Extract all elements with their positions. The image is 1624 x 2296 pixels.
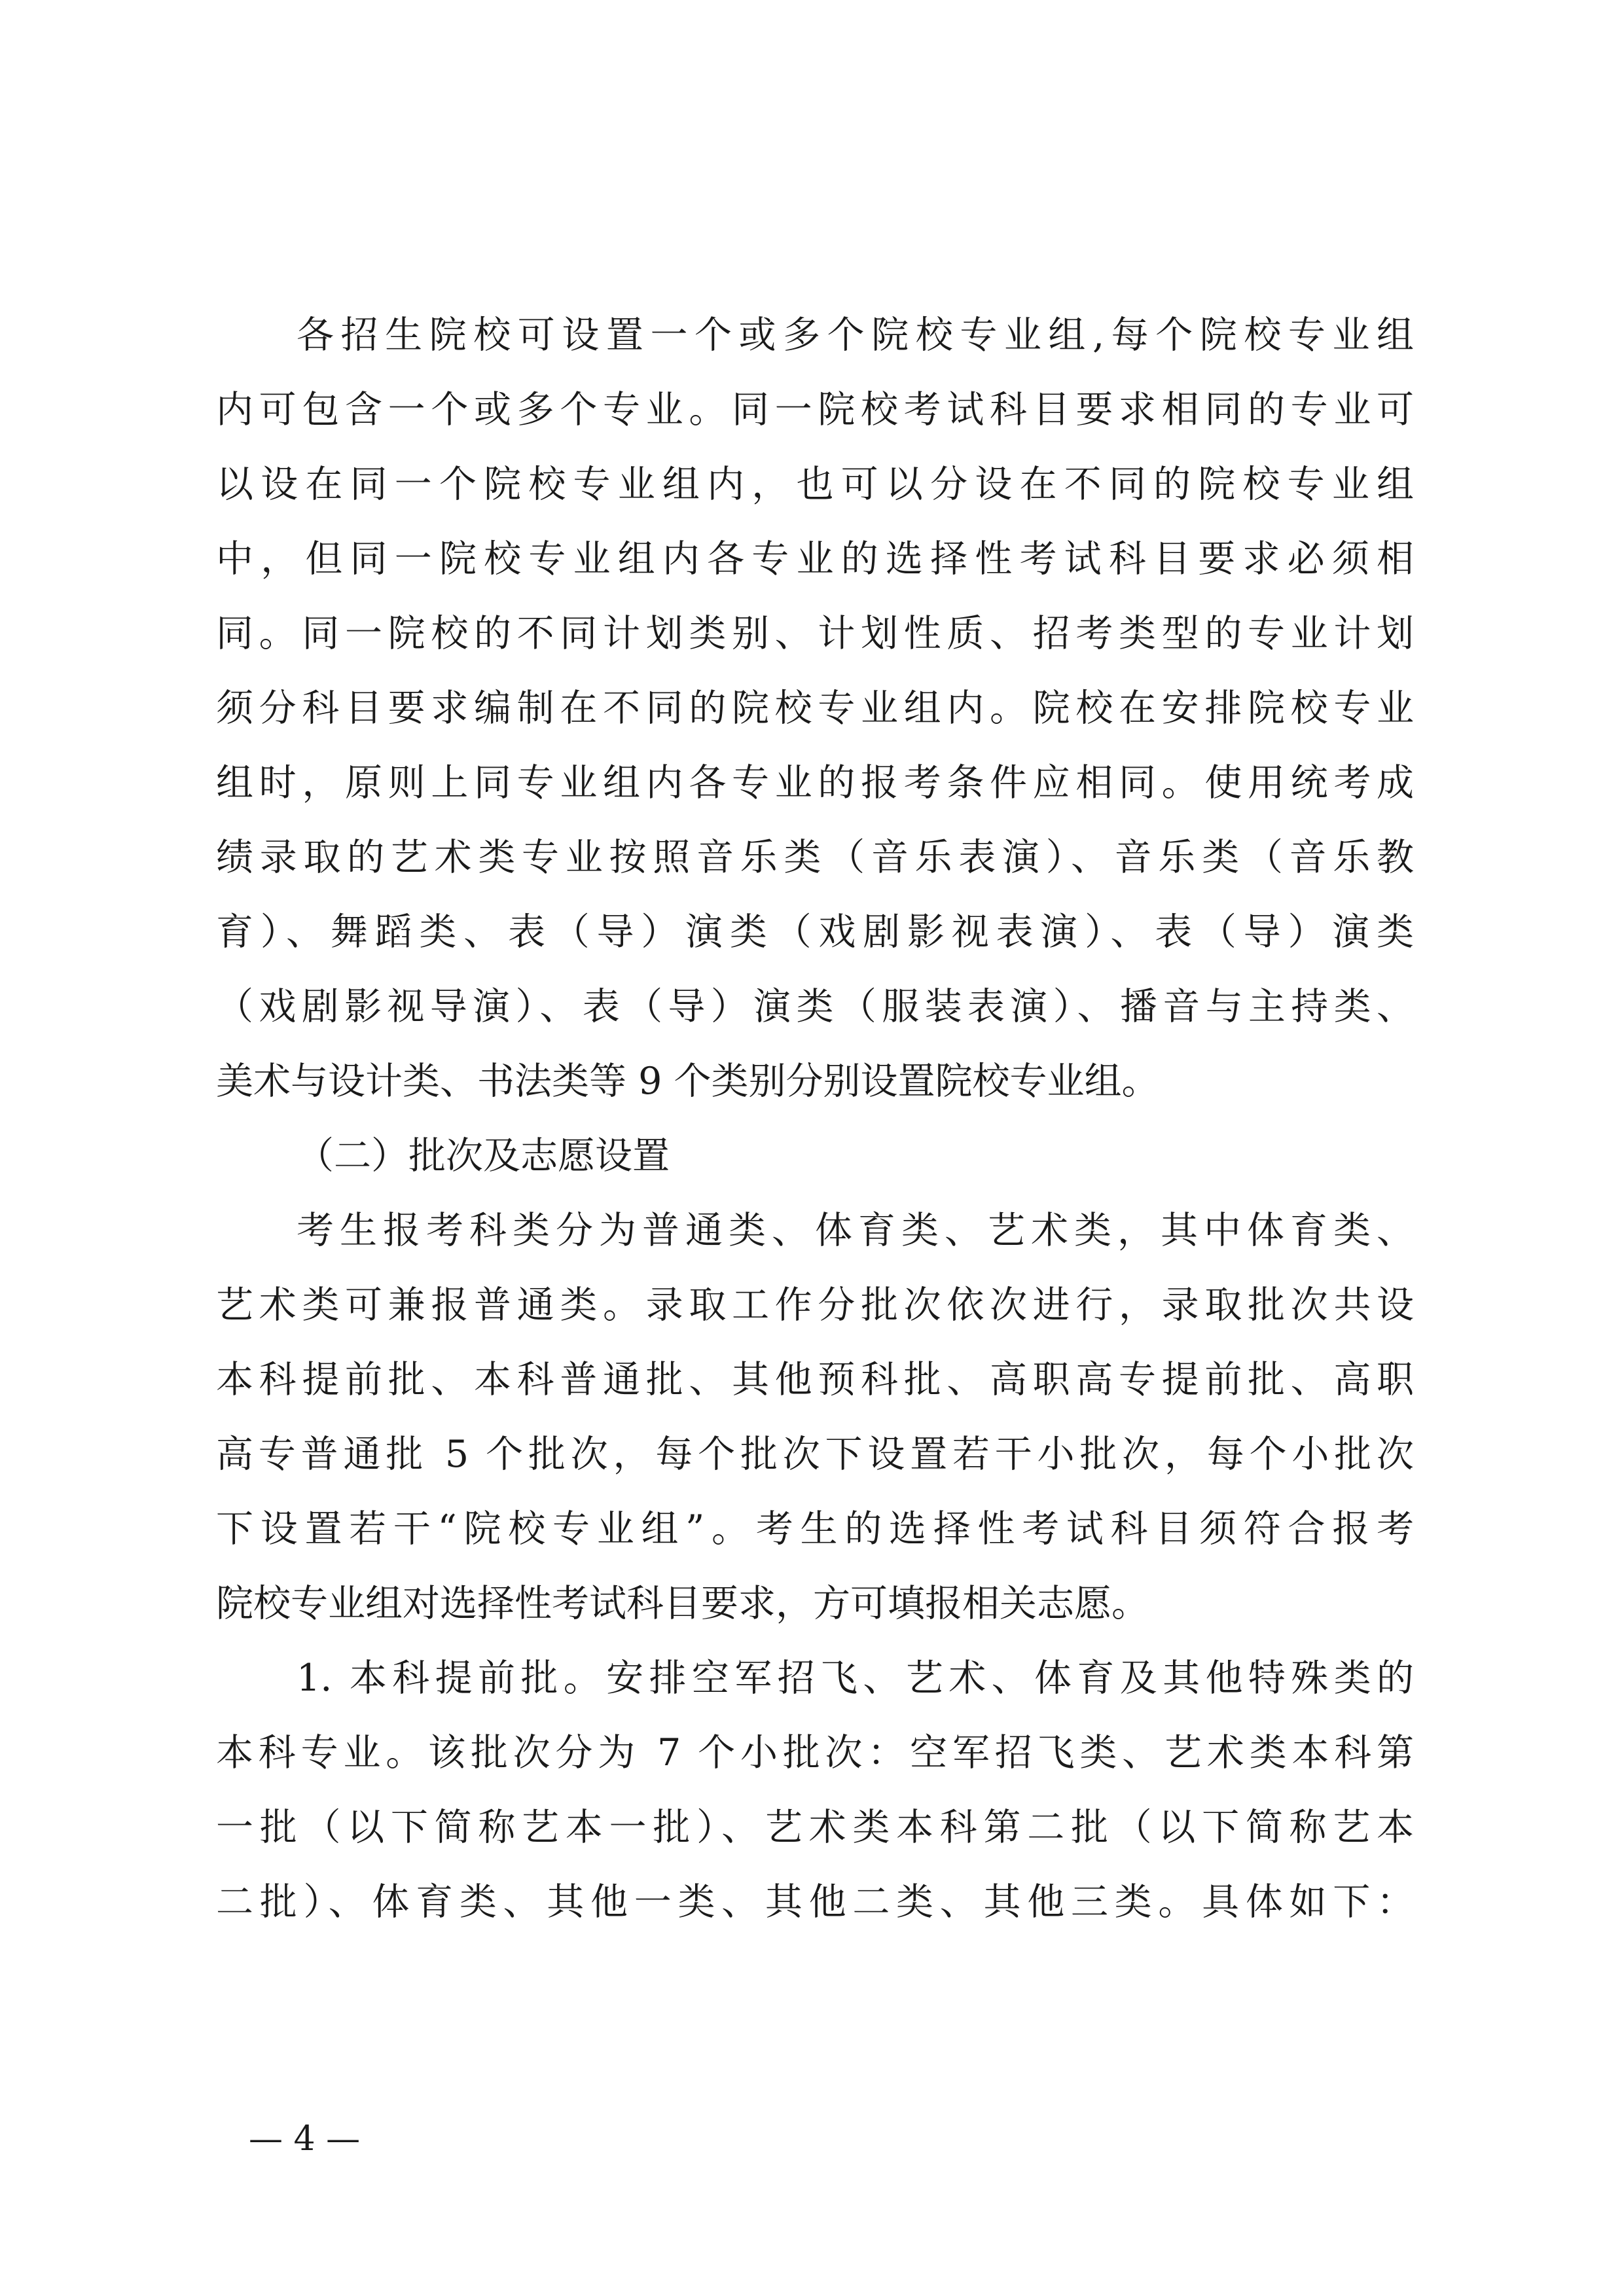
paragraph-line: 组时，原则上同专业组内各专业的报考条件应相同。使用统考成: [216, 761, 1414, 804]
paragraph-line: 一批（以下简称艺本一批）、艺术类本科第二批（以下简称艺本: [216, 1806, 1414, 1849]
paragraph-line: 须分科目要求编制在不同的院校专业组内。院校在安排院校专业: [216, 687, 1414, 730]
paragraph-line: 美术与设计类、书法类等 9 个类别分别设置院校专业组。: [216, 1060, 1159, 1103]
page-number: — 4 —: [249, 2119, 361, 2159]
paragraph-line: 各招生院校可设置一个或多个院校专业组,每个院校专业组: [297, 314, 1414, 357]
paragraph-line: 艺术类可兼报普通类。录取工作分批次依次进行，录取批次共设: [216, 1283, 1414, 1327]
paragraph-line: （戏剧影视导演）、表（导）演类（服装表演）、播音与主持类、: [216, 985, 1414, 1028]
paragraph-line: 内可包含一个或多个专业。同一院校考试科目要求相同的专业可: [216, 388, 1414, 431]
paragraph-line: 本科专业。该批次分为 7 个小批次：空军招飞类、艺术类本科第: [216, 1731, 1414, 1774]
paragraph-line: 二批）、体育类、其他一类、其他二类、其他三类。具体如下：: [216, 1880, 1414, 1924]
paragraph-line: 以设在同一个院校专业组内，也可以分设在不同的院校专业组: [216, 463, 1414, 506]
section-heading: （二）批次及志愿设置: [297, 1134, 670, 1177]
paragraph-line: 下设置若干“院校专业组”。考生的选择性考试科目须符合报考: [216, 1507, 1414, 1551]
paragraph-line: 中，但同一院校专业组内各专业的选择性考试科目要求必须相: [216, 537, 1414, 581]
paragraph-line: 绩录取的艺术类专业按照音乐类（音乐表演）、音乐类（音乐教: [216, 836, 1414, 879]
paragraph-line: 院校专业组对选择性考试科目要求，方可填报相关志愿。: [216, 1582, 1149, 1625]
paragraph-line: 同。同一院校的不同计划类别、计划性质、招考类型的专业计划: [216, 612, 1414, 655]
paragraph-line: 育）、舞蹈类、表（导）演类（戏剧影视表演）、表（导）演类: [216, 910, 1414, 954]
paragraph-line: 1. 本科提前批。安排空军招飞、艺术、体育及其他特殊类的: [297, 1657, 1414, 1700]
paragraph-line: 考生报考科类分为普通类、体育类、艺术类，其中体育类、: [297, 1209, 1414, 1252]
paragraph-line: 高专普通批 5 个批次，每个批次下设置若干小批次，每个小批次: [216, 1433, 1414, 1476]
paragraph-line: 本科提前批、本科普通批、其他预科批、高职高专提前批、高职: [216, 1358, 1414, 1401]
